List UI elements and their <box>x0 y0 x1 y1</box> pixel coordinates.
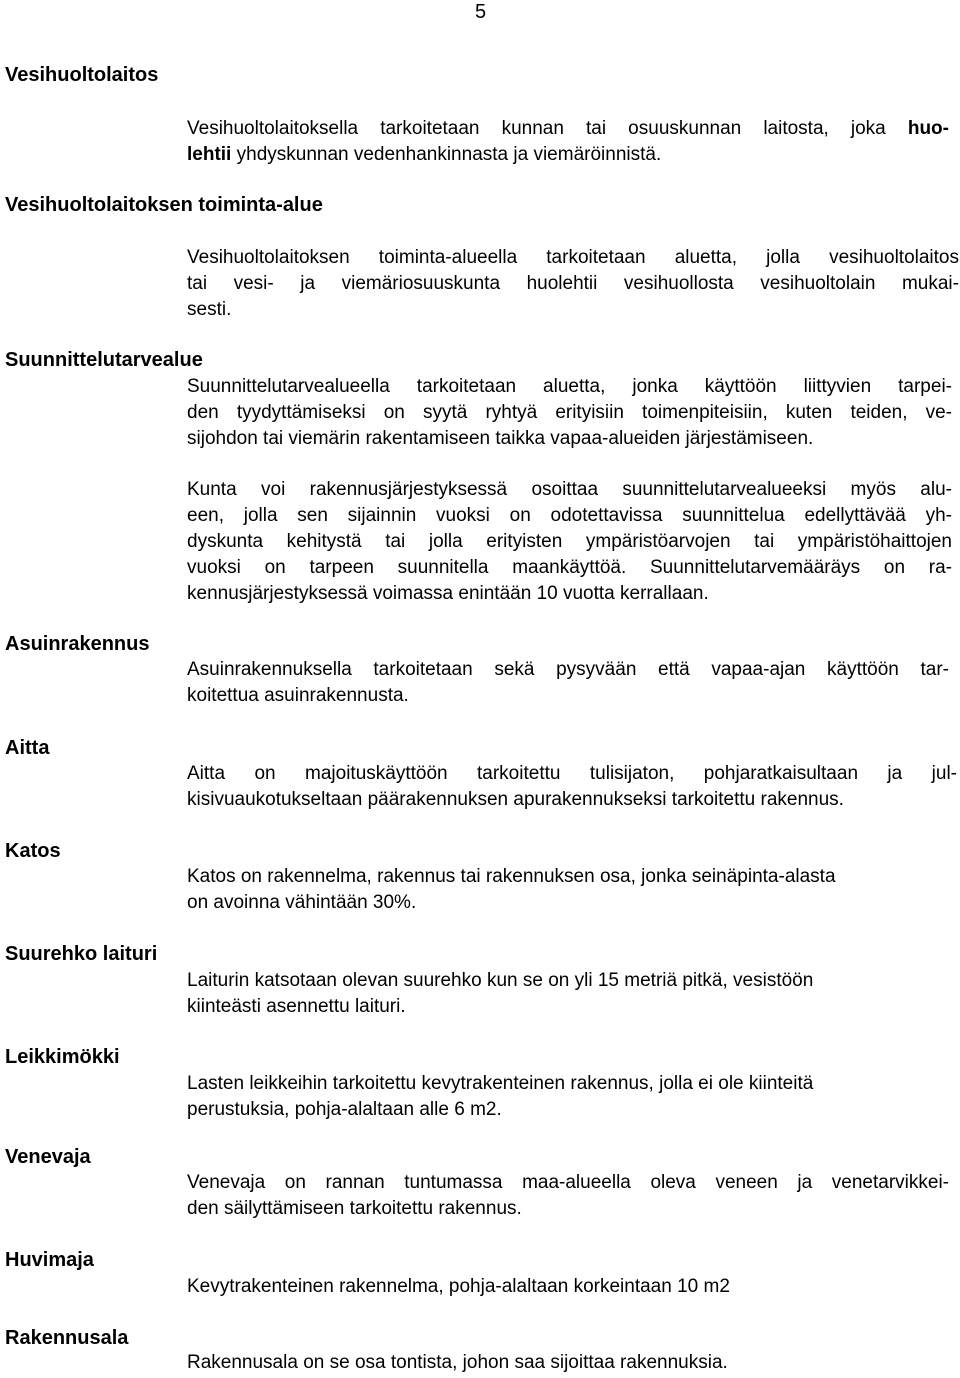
definition-line: kiinteästi asennettu laituri. <box>187 996 406 1017</box>
term-leikkimokki: Leikkimökki <box>5 1046 120 1068</box>
definition-line: tai vesi- ja viemäriosuuskunta huolehtii vesihuollosta vesihuoltolain mukai- <box>187 273 959 294</box>
definition-line: Asuinrakennuksella tarkoitetaan sekä pysyvään että vapaa-ajan käyttöön tar- <box>187 659 949 680</box>
definition-text: Vesihuoltolaitoksella tarkoitetaan kunnan tai osuuskunnan laitosta, joka <box>187 118 908 139</box>
term-toiminta-alue: Vesihuoltolaitoksen toiminta-alue <box>5 194 323 216</box>
definition-line: sesti. <box>187 299 232 320</box>
term-venevaja: Venevaja <box>5 1146 91 1168</box>
term-asuinrakennus: Asuinrakennus <box>5 633 150 655</box>
term-katos: Katos <box>5 840 61 862</box>
definition-suunnittelutarvealue-p1 <box>187 374 952 452</box>
definition-line: koitettua asuinrakennusta. <box>187 685 409 706</box>
definition-line: perustuksia, pohja-alaltaan alle 6 m2. <box>187 1099 502 1120</box>
definition-rakennusala <box>187 1350 957 1376</box>
definition-line: een, jolla sen sijainnin vuoksi on odotettavissa suunnittelua edellyttävää yh- <box>187 505 952 526</box>
emphasis-text: lehtii <box>187 144 232 165</box>
term-huvimaja: Huvimaja <box>5 1249 94 1271</box>
term-vesihuoltolaitos: Vesihuoltolaitos <box>5 64 159 86</box>
definition-asuinrakennus <box>187 657 949 709</box>
definition-suurehko-laituri <box>187 968 957 1020</box>
definition-katos <box>187 864 957 916</box>
definition-line: Laiturin katsotaan olevan suurehko kun se on yli 15 metriä pitkä, vesistöön <box>187 970 814 991</box>
definition-aitta <box>187 761 957 813</box>
term-suurehko-laituri: Suurehko laituri <box>5 943 158 965</box>
definition-line: den säilyttämiseen tarkoitettu rakennus. <box>187 1198 522 1219</box>
definition-huvimaja <box>187 1274 957 1300</box>
definition-line: on avoinna vähintään 30%. <box>187 892 417 913</box>
definition-line: den tyydyttämiseksi on syytä ryhtyä erityisiin toimenpiteisiin, kuten teiden, ve- <box>187 402 952 423</box>
definition-line: kennusjärjestyksessä voimassa enintään 10 vuotta kerrallaan. <box>187 583 709 604</box>
definition-line: kisivuaukotukseltaan päärakennuksen apurakennukseksi tarkoitettu rakennus. <box>187 789 844 810</box>
term-aitta: Aitta <box>5 737 50 759</box>
definition-vesihuoltolaitos <box>187 116 949 168</box>
definition-line: Aitta on majoituskäyttöön tarkoitettu tulisijaton, pohjaratkaisultaan ja jul- <box>187 763 957 784</box>
definition-line: Kunta voi rakennusjärjestyksessä osoittaa suunnittelutarvealueeksi myös alu- <box>187 479 952 500</box>
definition-text: yhdyskunnan vedenhankinnasta ja viemäröinnistä. <box>231 144 662 165</box>
definition-line: Katos on rakennelma, rakennus tai rakennuksen osa, jonka seinäpinta-alasta <box>187 866 836 887</box>
page-number: 5 <box>475 1 487 23</box>
definition-line: Kevytrakenteinen rakennelma, pohja-alaltaan korkeintaan 10 m2 <box>187 1276 730 1297</box>
emphasis-text: huo- <box>907 118 949 139</box>
definition-line: Lasten leikkeihin tarkoitettu kevytrakenteinen rakennus, jolla ei ole kiinteitä <box>187 1073 814 1094</box>
definition-line <box>187 116 949 142</box>
definition-venevaja <box>187 1170 949 1222</box>
term-rakennusala: Rakennusala <box>5 1327 129 1349</box>
definition-line: vuoksi on tarpeen suunnitella maankäyttöä. Suunnittelutarvemääräys on ra- <box>187 557 952 578</box>
definition-line <box>187 142 949 168</box>
definition-line: dyskunta kehitystä tai jolla erityisten ympäristöarvojen tai ympäristöhaittojen <box>187 531 952 552</box>
definition-toiminta-alue <box>187 245 959 323</box>
definition-leikkimokki <box>187 1071 957 1123</box>
definition-line: sijohdon tai viemärin rakentamiseen taikka vapaa-alueiden järjestämiseen. <box>187 428 814 449</box>
definition-line: Rakennusala on se osa tontista, johon saa sijoittaa rakennuksia. <box>187 1352 728 1373</box>
definition-line: Venevaja on rannan tuntumassa maa-alueella oleva veneen ja venetarvikkei- <box>187 1172 949 1193</box>
definition-line: Vesihuoltolaitoksen toiminta-alueella tarkoitetaan aluetta, jolla vesihuoltolaitos <box>187 247 959 268</box>
term-suunnittelutarvealue: Suunnittelutarvealue <box>5 349 203 371</box>
definition-line: Suunnittelutarvealueella tarkoitetaan aluetta, jonka käyttöön liittyvien tarpei- <box>187 376 952 397</box>
definition-suunnittelutarvealue-p2 <box>187 477 952 607</box>
